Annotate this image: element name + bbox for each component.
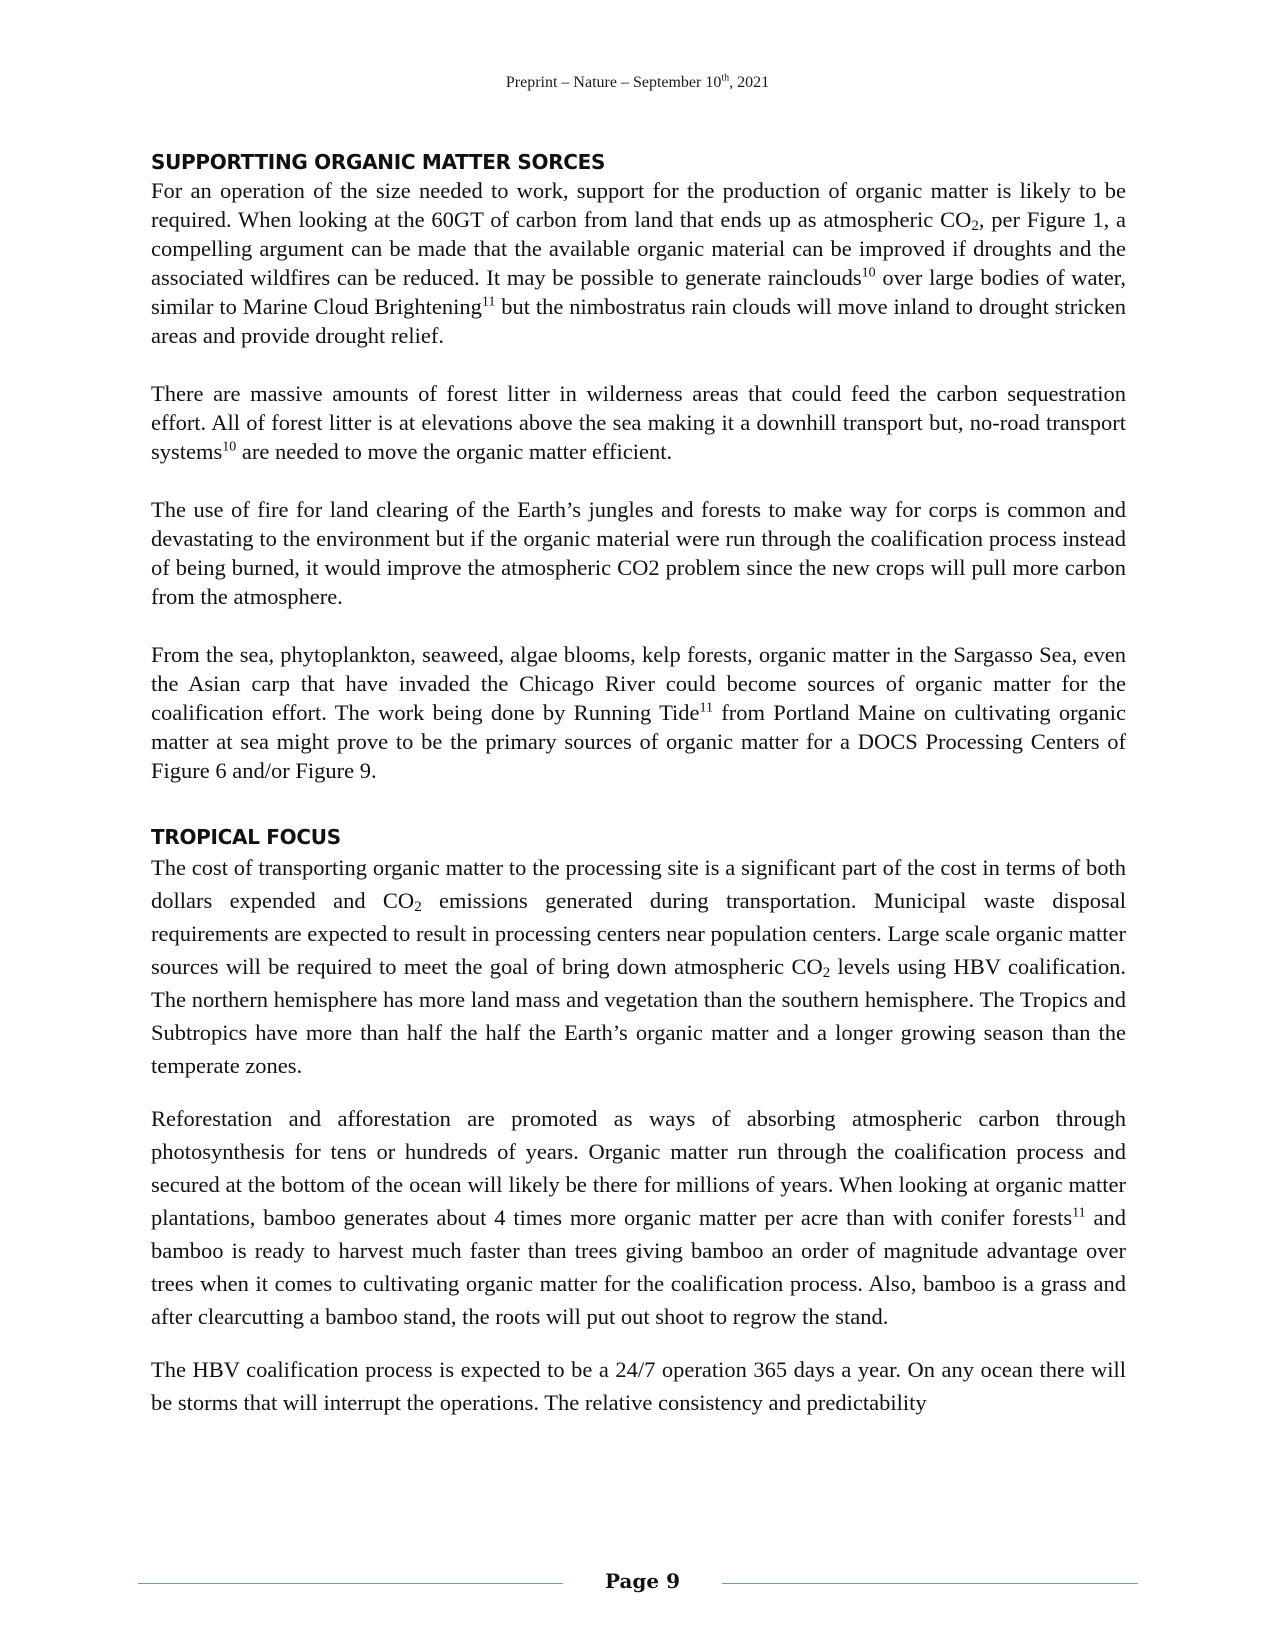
page-footer [0,1569,1275,1599]
subscript: 2 [822,965,831,981]
paragraph-text: For an operation of the size needed to work, support for the production of organic matter is likely to be required. When looking at the 60GT of carbon from land that ends up as atmospheric CO [151,178,1126,232]
footnote-reference: 11 [481,294,496,310]
paragraph [151,176,1126,350]
page-number: Page 9 [604,1569,681,1593]
paragraph [151,379,1126,466]
footnote-reference: 11 [1072,1205,1086,1221]
paragraph-text: levels using HBV coalification. The northern hemisphere has more land mass and vegetation than the southern hemisphere. The Tropics and Subtropics have more than half the half the Earth’s organic matter and a longer growing season than the temperate zones. [151,954,1126,1078]
paragraph [151,640,1126,785]
paragraph [151,1102,1126,1333]
paragraph-text: over large bodies of water, similar to Marine Cloud Brightening [151,265,1126,319]
paragraph-text: , per Figure 1, a compelling argument can be made that the available organic material can be improved if droughts and the associated wildfires can be reduced. It may be possible to generate rainclouds [151,207,1127,290]
footnote-reference: 10 [861,265,876,281]
paragraph-spacer [151,350,1126,379]
section-tropical-focus [151,823,1126,1419]
section-heading: TROPICAL FOCUS [151,825,341,849]
running-header-suffix: , 2021 [729,74,770,91]
paragraph-spacer [151,611,1126,640]
section-supporting-organic-matter [151,148,1126,785]
paragraph-text: and bamboo is ready to harvest much faster than trees giving bamboo an order of magnitude advantage over trees when it comes to cultivating organic matter for the coalification process. Also, bamboo is a grass and after clearcutting a bamboo stand, the roots will put out shoot to regrow the stand. [151,1205,1126,1329]
paragraph-spacer [151,1082,1126,1102]
running-header-prefix: Preprint – Nature – September 10 [505,74,722,91]
body-text [151,148,1126,1419]
paragraph-text: but the nimbostratus rain clouds will move inland to drought stricken areas and provide drought relief. [151,294,1126,348]
paragraph-text: There are massive amounts of forest litter in wilderness areas that could feed the carbon sequestration effort. All of forest litter is at elevations above the sea making it a downhill transport but, no-road transport systems [151,381,1126,464]
paragraph-text: from Portland Maine on cultivating organic matter at sea might prove to be the primary sources of organic matter for a DOCS Processing Centers of Figure 6 and/or Figure 9. [151,700,1126,783]
footnote-reference: 11 [699,700,713,716]
section-spacer [151,785,1126,823]
footer-rule-left [138,1583,563,1584]
paragraph [151,851,1126,1082]
footnote-reference: 10 [222,439,237,455]
footer-rule-right [722,1583,1138,1584]
paragraph: The use of fire for land clearing of the Earth’s jungles and forests to make way for corps is common and devastating to the environment but if the organic material were run through the coalification process instead of being burned, it would improve the atmospheric CO2 problem since the new crops will pull more carbon from the atmosphere. [151,497,1126,609]
paragraph-text: The cost of transporting organic matter to the processing site is a significant part of the cost in terms of both dollars expended and CO [151,855,1126,913]
paragraph-text: Reforestation and afforestation are promoted as ways of absorbing atmospheric carbon through photosynthesis for tens or hundreds of years. Organic matter run through the coalification process and secured at the bottom of the ocean will likely be there for millions of years. When looking at organic matter plantations, bamboo generates about 4 times more organic matter per acre than with conifer forests [151,1106,1126,1230]
section-heading: SUPPORTTING ORGANIC MATTER SORCES [151,150,606,174]
running-header [0,74,1275,92]
paragraph-spacer [151,466,1126,495]
subscript: 2 [971,218,979,234]
paragraph-text: From the sea, phytoplankton, seaweed, algae blooms, kelp forests, organic matter in the Sargasso Sea, even the Asian carp that have invaded the Chicago River could become sources of organic matter for the coalification effort. The work being done by Running Tide [151,642,1126,725]
paragraph: The HBV coalification process is expected to be a 24/7 operation 365 days a year. On any ocean there will be storms that will interrupt the operations. The relative consistency and predictability [151,1357,1126,1415]
paragraph-text: emissions generated during transportation. Municipal waste disposal requirements are expected to result in processing centers near population centers. Large scale organic matter sources will be required to meet the goal of bring down atmospheric CO [151,888,1126,979]
paragraph-text: are needed to move the organic matter efficient. [236,439,673,464]
running-header-ordinal: th [721,72,730,84]
subscript: 2 [414,899,422,915]
paragraph-spacer [151,1333,1126,1353]
